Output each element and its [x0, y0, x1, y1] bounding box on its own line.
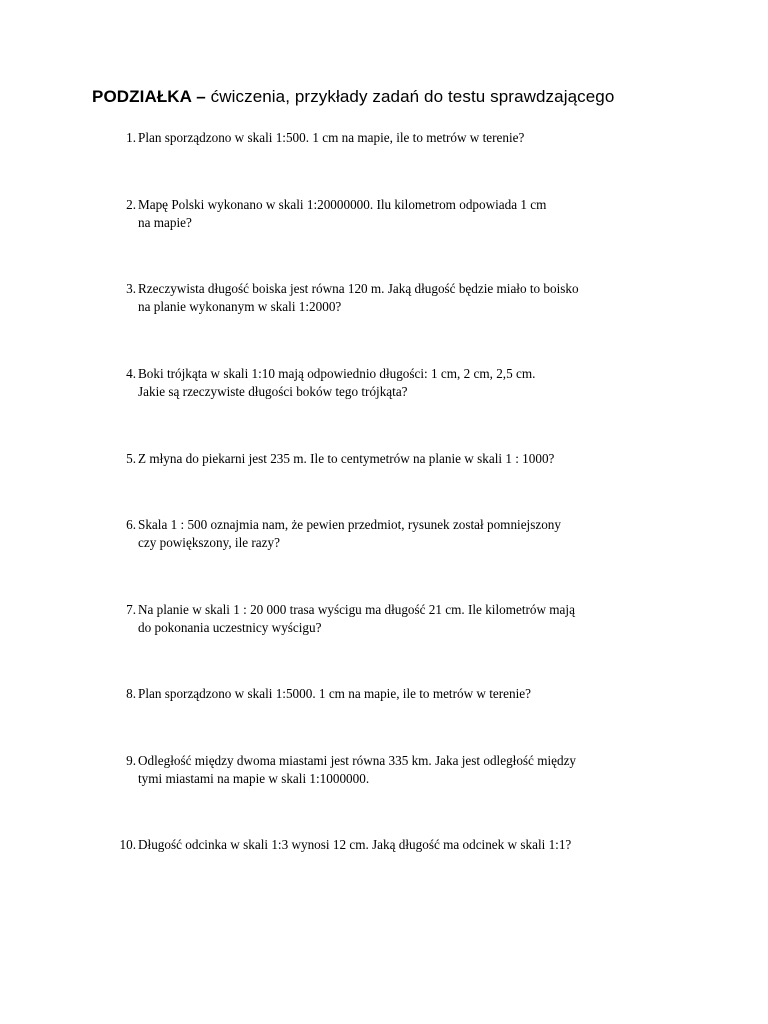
- question-line: czy powiększony, ile razy?: [138, 535, 280, 550]
- question-line: Jakie są rzeczywiste długości boków tego trójkąta?: [138, 384, 408, 399]
- question-line: Z młyna do piekarni jest 235 m. Ile to centymetrów na planie w skali 1 : 1000?: [138, 451, 555, 466]
- question-number: 7.: [126, 602, 136, 617]
- question-text: [138, 752, 678, 788]
- question-text: [138, 601, 678, 637]
- question-line: na mapie?: [138, 215, 192, 230]
- question-line: Skala 1 : 500 oznajmia nam, że pewien przedmiot, rysunek został pomniejszony: [138, 517, 561, 532]
- question-text: [138, 196, 678, 232]
- title-bold: PODZIAŁKA –: [92, 87, 206, 106]
- question-line: Na planie w skali 1 : 20 000 trasa wyścigu ma długość 21 cm. Ile kilometrów mają: [138, 602, 575, 617]
- question-text: [138, 129, 678, 147]
- question-number: 8.: [126, 686, 136, 701]
- question-number: 10.: [119, 837, 136, 852]
- question-number: 3.: [126, 281, 136, 296]
- question-text: [138, 685, 678, 703]
- question-number: 2.: [126, 197, 136, 212]
- question-text: [138, 836, 678, 854]
- question-text: [138, 516, 678, 552]
- question-line: Długość odcinka w skali 1:3 wynosi 12 cm. Jaką długość ma odcinek w skali 1:1?: [138, 837, 572, 852]
- question-line: do pokonania uczestnicy wyścigu?: [138, 620, 322, 635]
- page-title: [92, 87, 614, 107]
- question-line: Plan sporządzono w skali 1:500. 1 cm na mapie, ile to metrów w terenie?: [138, 130, 525, 145]
- question-number: 1.: [126, 130, 136, 145]
- question-line: tymi miastami na mapie w skali 1:1000000.: [138, 771, 370, 786]
- question-line: na planie wykonanym w skali 1:2000?: [138, 299, 342, 314]
- question-line: Rzeczywista długość boiska jest równa 120 m. Jaką długość będzie miało to boisko: [138, 281, 579, 296]
- question-number: 5.: [126, 451, 136, 466]
- question-number: 6.: [126, 517, 136, 532]
- title-rest: ćwiczenia, przykłady zadań do testu sprawdzającego: [205, 87, 615, 106]
- question-number: 4.: [126, 366, 136, 381]
- question-text: [138, 365, 678, 401]
- question-text: [138, 450, 678, 468]
- question-number: 9.: [126, 753, 136, 768]
- question-text: [138, 280, 678, 316]
- question-line: Plan sporządzono w skali 1:5000. 1 cm na mapie, ile to metrów w terenie?: [138, 686, 531, 701]
- question-line: Boki trójkąta w skali 1:10 mają odpowiednio długości: 1 cm, 2 cm, 2,5 cm.: [138, 366, 536, 381]
- question-line: Mapę Polski wykonano w skali 1:20000000. Ilu kilometrom odpowiada 1 cm: [138, 197, 547, 212]
- question-line: Odległość między dwoma miastami jest równa 335 km. Jaka jest odległość między: [138, 753, 577, 768]
